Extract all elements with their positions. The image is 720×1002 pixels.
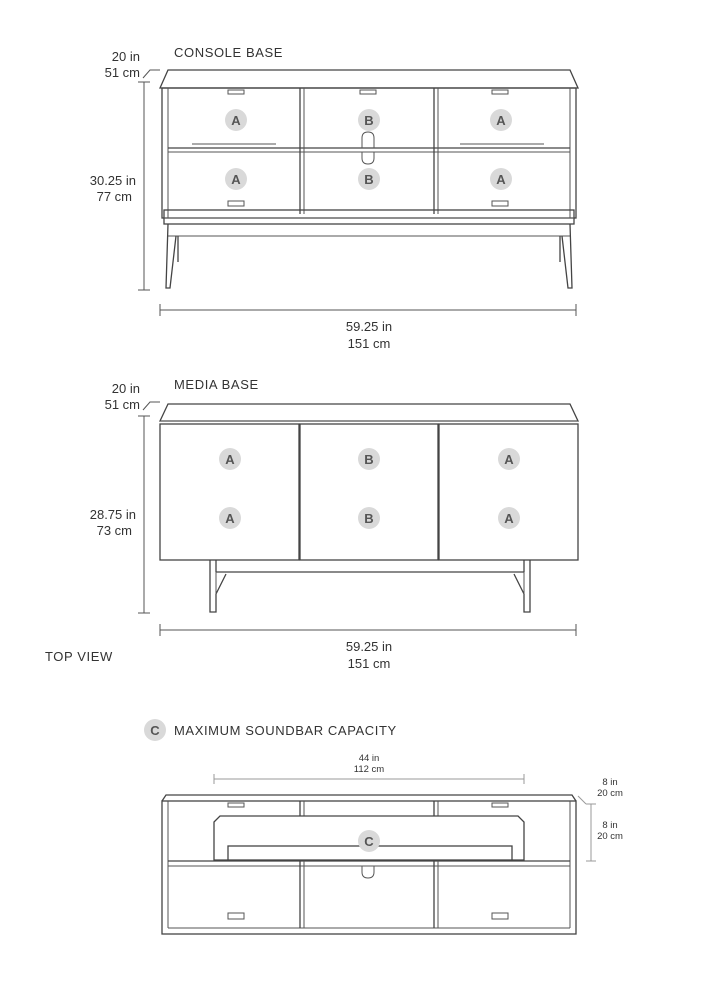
top-view-drawing: [162, 753, 623, 934]
svg-text:B: B: [364, 113, 374, 128]
console-depth-in: 20 in: [111, 49, 140, 64]
media-height-cm: 73 cm: [96, 523, 132, 538]
media-badge-b2: [358, 507, 380, 529]
soundbar-legend: [144, 719, 397, 741]
media-title: MEDIA BASE: [174, 377, 259, 392]
soundbar-width-cm: 112 cm: [353, 764, 385, 775]
media-width-in: 59.25 in: [345, 639, 393, 654]
top-view-label: TOP VIEW: [45, 649, 113, 664]
svg-text:A: A: [496, 113, 506, 128]
media-top: [160, 404, 578, 421]
media-width-cm: 151 cm: [347, 656, 391, 671]
console-depth-leader: [143, 70, 160, 78]
console-body: [162, 88, 576, 218]
legend-text: MAXIMUM SOUNDBAR CAPACITY: [174, 723, 397, 738]
media-leg-left: [210, 560, 226, 612]
console-title: CONSOLE BASE: [174, 45, 284, 60]
top-clearance-leader: [578, 796, 586, 804]
console-badge-a4: [490, 168, 512, 190]
media-door-right: [439, 424, 578, 560]
svg-text:A: A: [496, 172, 506, 187]
media-door-center: [300, 424, 438, 560]
media-badge-a2: [498, 448, 520, 470]
soundbar: [214, 816, 524, 860]
svg-text:B: B: [364, 511, 374, 526]
svg-text:B: B: [364, 172, 374, 187]
shelf-clearance-in: 8 in: [602, 820, 618, 831]
media-badge-a1: [219, 448, 241, 470]
console-top: [160, 70, 578, 88]
media-base-drawing: [90, 377, 578, 671]
console-badge-a2: [490, 109, 512, 131]
console-width-cm: 151 cm: [347, 336, 391, 351]
console-badge-b1: [358, 109, 380, 131]
console-badge-b2: [358, 168, 380, 190]
console-leg-left: [166, 224, 176, 288]
soundbar-width-in: 44 in: [358, 753, 380, 764]
top-view-top-edge: [162, 795, 576, 801]
svg-text:A: A: [225, 452, 235, 467]
svg-text:A: A: [231, 172, 241, 187]
console-height-in: 30.25 in: [89, 173, 136, 188]
media-badge-a4: [498, 507, 520, 529]
media-badge-a3: [219, 507, 241, 529]
top-clearance-in: 8 in: [602, 777, 618, 788]
svg-text:A: A: [504, 452, 514, 467]
console-badge-a3: [225, 168, 247, 190]
console-badge-a1: [225, 109, 247, 131]
media-leg-right: [514, 560, 530, 612]
console-leg-right: [562, 224, 572, 288]
media-badge-b1: [358, 448, 380, 470]
top-clearance-cm: 20 cm: [597, 788, 623, 799]
media-height-in: 28.75 in: [89, 507, 136, 522]
media-depth-cm: 51 cm: [104, 397, 140, 412]
console-depth-cm: 51 cm: [104, 65, 140, 80]
svg-text:A: A: [504, 511, 514, 526]
console-width-in: 59.25 in: [345, 319, 393, 334]
media-door-left: [160, 424, 299, 560]
svg-text:C: C: [364, 834, 374, 849]
shelf-clearance-cm: 20 cm: [597, 831, 623, 842]
svg-text:B: B: [364, 452, 374, 467]
media-depth-in: 20 in: [111, 381, 140, 396]
svg-text:A: A: [225, 511, 235, 526]
console-base-drawing: [90, 45, 578, 351]
console-bottom-rail: [164, 210, 574, 224]
svg-text:C: C: [150, 723, 160, 738]
console-height-cm: 77 cm: [96, 189, 132, 204]
svg-text:A: A: [231, 113, 241, 128]
media-depth-leader: [143, 402, 160, 410]
